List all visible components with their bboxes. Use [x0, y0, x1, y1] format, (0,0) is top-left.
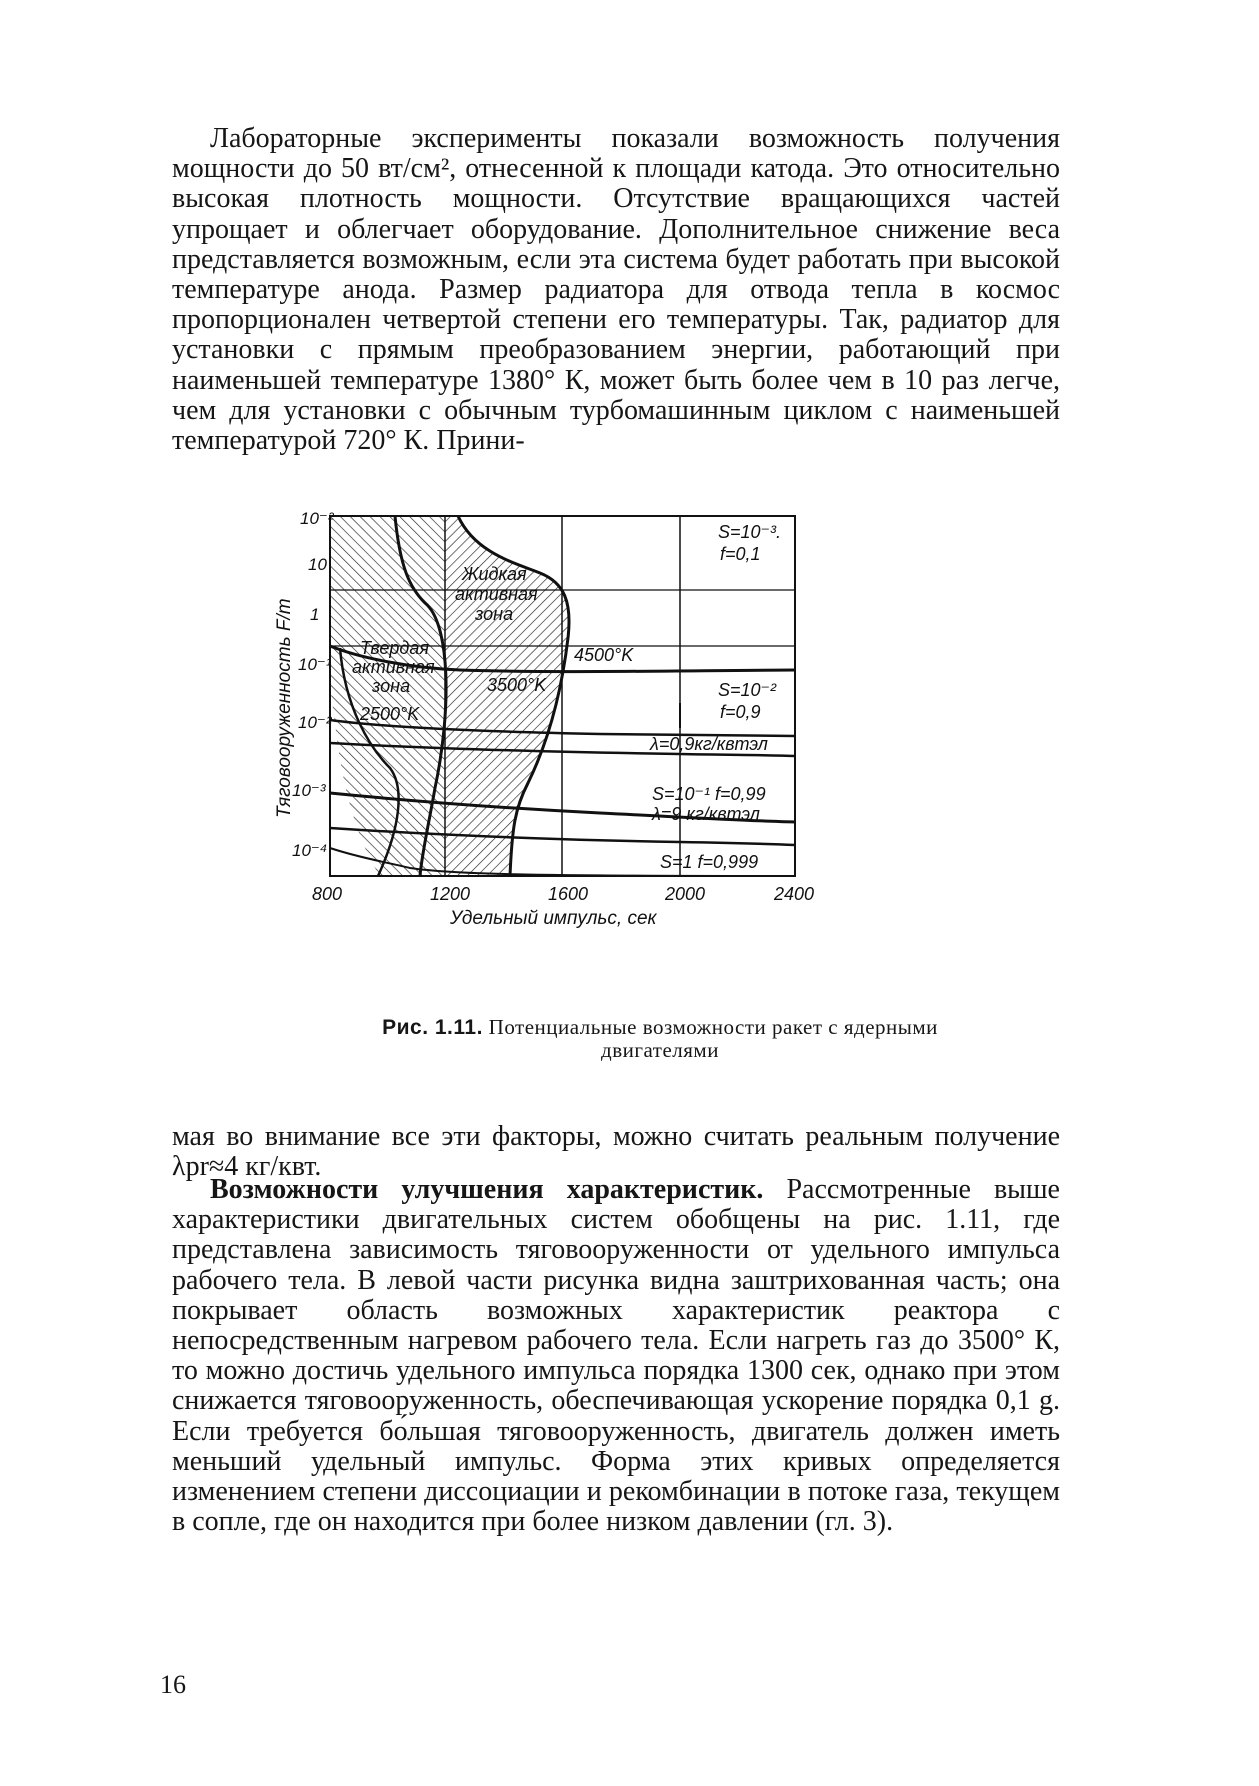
series-label-lambda2: λ=9 кг/квтэл: [652, 804, 760, 824]
series-label-s1: S=10⁻³.: [718, 522, 782, 542]
x-tick-label: 800: [312, 884, 343, 904]
y-tick-label: 10: [308, 555, 327, 574]
temp-label-2500: 2500°K: [360, 704, 420, 724]
x-tick-label: 1600: [548, 884, 589, 904]
x-tick-labels: [312, 884, 814, 904]
page-number: 16: [160, 1670, 186, 1699]
paragraph-intro: Лабораторные эксперименты показали возможность получения мощности до 50 вт/см², отнесенной к площади катода. Это относительно высокая плотность мощности. Отсутствие вращающихся частей упрощает и облегчает оборудование. Дополнительное снижение веса представляется возможным, если эта система будет работать при высокой температуре анода. Размер радиатора для отвода тепла в космос пропорционален четвертой степени его температуры. Так, радиатор для установки с прямым преобразованием энергии, работающий при наименьшей температуре 1380° К, может быть более чем в 10 раз легче, чем для установки с обычным турбомашинным циклом с наименьшей температурой 720° К. Прини-: [172, 123, 1060, 457]
svg-text:Твердая: Твердая: [360, 638, 429, 658]
series-label-lambda1: λ=0,9кг/квтэл: [650, 734, 768, 754]
svg-text:зона: зона: [372, 676, 411, 696]
series-label-s4: S=1 f=0,999: [660, 852, 759, 872]
x-axis-label: Удельный импульс, сек: [450, 908, 657, 929]
caption-text: Потенциальные возможности ракет с ядерными двигателями: [488, 1015, 938, 1062]
y-tick-label: 10⁻³: [292, 781, 326, 800]
x-tick-label: 2000: [665, 884, 706, 904]
svg-text:Жидкая: Жидкая: [462, 564, 527, 584]
figure-caption: [380, 1016, 940, 1062]
y-tick-labels: [292, 509, 335, 860]
paragraph-improvements: [172, 1175, 1060, 1537]
y-axis-label: Тяговооруженность F/m: [274, 598, 295, 818]
series-label-s3: S=10⁻¹ f=0,99: [652, 784, 766, 804]
y-tick-label: 10⁻²: [298, 713, 332, 732]
figure-thrust-vs-impulse: [274, 508, 940, 1008]
x-tick-label: 2400: [774, 884, 815, 904]
x-tick-label: 1200: [430, 884, 471, 904]
svg-text:зона: зона: [475, 604, 514, 624]
section-heading: Возможности улучшения характеристик.: [210, 1174, 764, 1205]
y-tick-label: 1: [310, 605, 320, 624]
paragraph-improvements-body: Рассмотренные выше характеристики двигательных систем обобщены на рис. 1.11, где представлена зависимость тяговооруженности от удельного импульса рабочего тела. В левой части рисунка видна заштрихованная часть; она покрывает область возможных характеристик реактора с непосредственным нагревом рабочего тела. Если нагреть газ до 3500° К, то можно достичь удельного импульса порядка 1300 сек, однако при этом снижается тяговооруженность, обеспечивающая ускорение порядка 0,1 g. Если требуется бо́льшая тяговооруженность, двигатель должен иметь меньший удельный импульс. Форма этих кривых определяется изменением степени диссоциации и рекомбинации в потоке газа, текущем в сопле, где он находится при более низком давлении (гл. 3).: [172, 1174, 1060, 1538]
svg-text:активная: активная: [455, 584, 538, 604]
series-label-s2: S=10⁻²: [718, 680, 777, 700]
series-label-f1: f=0,1: [720, 544, 761, 564]
paragraph-continuation: мая во внимание все эти факторы, можно считать реальным получение λpr≈4 кг/квт.: [172, 1121, 1060, 1183]
temp-label-4500: 4500°K: [574, 645, 634, 665]
y-tick-label: 10⁻²: [300, 509, 334, 528]
svg-text:активная: активная: [352, 657, 435, 677]
temp-label-3500: 3500°K: [487, 675, 547, 695]
y-tick-label: 10⁻⁴: [292, 841, 328, 860]
series-label-f2: f=0,9: [720, 702, 761, 722]
y-tick-label: 10⁻¹: [298, 655, 332, 674]
caption-number: Рис. 1.11.: [382, 1016, 483, 1039]
